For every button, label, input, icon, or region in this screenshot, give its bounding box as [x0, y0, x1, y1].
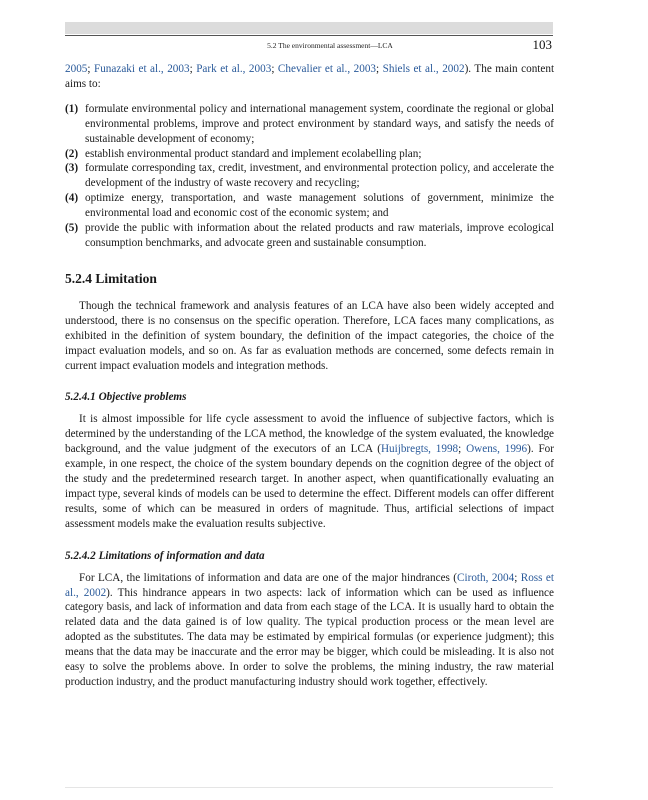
bottom-rule	[65, 787, 553, 788]
list-item	[65, 147, 554, 162]
list-number: (3)	[65, 162, 79, 175]
citation-separator: ;	[514, 571, 521, 584]
paragraph-text: ). This hindrance appears in two aspects: lack of information which can be used as influence category basis, and lack of information and data from each stage of the LCA. It is usually hard to obtain the related data and the data gained is of low quality. The typical production process or the mean level are adopted as the substitutes. The data may be estimated by empirical formulas (or experience judgment); this means that the data may be inaccurate and the error may be bigger, which could be misleading. It is also not easy to solve the problems above. In order to solve the problems, the mining industry, the raw material production industry, and the product manufacturing industry should work together, effectively.	[65, 586, 554, 688]
paragraph-text: For LCA, the limitations of information and data are one of the major hindrances (	[79, 571, 458, 584]
list-number: (5)	[65, 222, 79, 235]
intro-text: ). The main content aims to:	[65, 63, 555, 90]
section-number: 5.2.4	[65, 270, 92, 286]
citation-link[interactable]: Park et al., 2003	[196, 63, 272, 75]
paragraph-text: It is almost impossible for life cycle assessment to avoid the influence of subjective factors, which is determined by the understanding of the LCA method, the knowledge of the system evaluated, the knowledge background, and the value judgment of the executors of an LCA (	[65, 413, 554, 456]
list-text: formulate corresponding tax, credit, investment, and environmental protection policy, and accelerate the development of the industry of waste recovery and recycling;	[85, 162, 554, 190]
subsection-number: 5.2.4.2	[65, 549, 96, 562]
list-item	[65, 191, 554, 221]
subsection-title: Objective problems	[98, 391, 187, 404]
citation-link[interactable]: Owens, 1996	[466, 443, 528, 456]
page-number: 103	[532, 37, 552, 52]
header-rule	[65, 35, 553, 36]
section-heading	[65, 271, 554, 287]
running-head: 5.2 The environmental assessment—LCA	[267, 41, 393, 50]
citation-link[interactable]: Huijbregts, 1998	[380, 443, 459, 456]
citation-link[interactable]: 2005	[65, 63, 88, 75]
list-text: provide the public with information about the related products and raw materials, improve ecological consumption benchmarks, and advocate green and sustainable consumption.	[85, 222, 554, 249]
list-number: (4)	[65, 192, 79, 205]
citation-link[interactable]: Funazaki et al., 2003	[93, 63, 190, 75]
list-item	[65, 221, 554, 251]
citation-link[interactable]: Ciroth, 2004	[457, 571, 515, 584]
list-number: (2)	[65, 147, 79, 160]
list-text: establish environmental product standard and implement ecolabelling plan;	[85, 147, 422, 160]
limitation-paragraph: Though the technical framework and analysis features of an LCA have also been widely accepted and understood, there is no consensus on the specific operation. Therefore, LCA faces many complications, as exhibited in the definition of system boundary, the definition of the impact categories, the choice of the impact evaluation models, and so on. As far as evaluation methods are concerned, some defects remain in current impact evaluation models and integration methods.	[65, 299, 554, 372]
objective-paragraph	[65, 412, 554, 531]
aims-list	[65, 102, 554, 251]
page-content	[65, 62, 554, 690]
subsection-heading-objective	[65, 390, 554, 404]
list-text: optimize energy, transportation, and waste management solutions of government, minimize the environmental load and economic cost of the economic system; and	[85, 192, 554, 220]
subsection-heading-data	[65, 549, 554, 563]
paragraph-text: ). For example, in one respect, the choice of the system boundary depends on the cognition degree of the object of the study and the predetermined research target. In another aspect, when quantificationally evaluating an impact type, several kinds of models can be used to determine the effect. Different models can offer different results, some of which can be measured in orders of magnitude. Thus, artificial selections of impact assessment models make the evaluation results subjective.	[65, 443, 554, 530]
list-number: (1)	[65, 102, 79, 115]
subsection-title: Limitations of information and data	[98, 549, 265, 562]
header-bar	[65, 22, 553, 34]
list-text: formulate environmental policy and international management system, coordinate the regional or global environmental problems, improve and protect environment by standard ways, and satisfy the needs of sustainable development of economy;	[85, 102, 554, 145]
citation-link[interactable]: Shiels et al., 2002	[382, 63, 465, 75]
citation-separator: ;	[458, 443, 467, 456]
citation-link[interactable]: Chevalier et al., 2003	[277, 63, 377, 75]
data-paragraph	[65, 571, 554, 690]
section-title: Limitation	[95, 270, 157, 286]
citation-link[interactable]: Ross et al., 2002	[65, 571, 555, 599]
list-item	[65, 102, 554, 147]
subsection-number: 5.2.4.1	[65, 391, 96, 404]
intro-paragraph: 2005; Funazaki et al., 2003; Park et al., 2003; Chevalier et al., 2003; Shiels et al., 2002). The main content aims to:	[65, 63, 555, 90]
list-item	[65, 161, 554, 191]
